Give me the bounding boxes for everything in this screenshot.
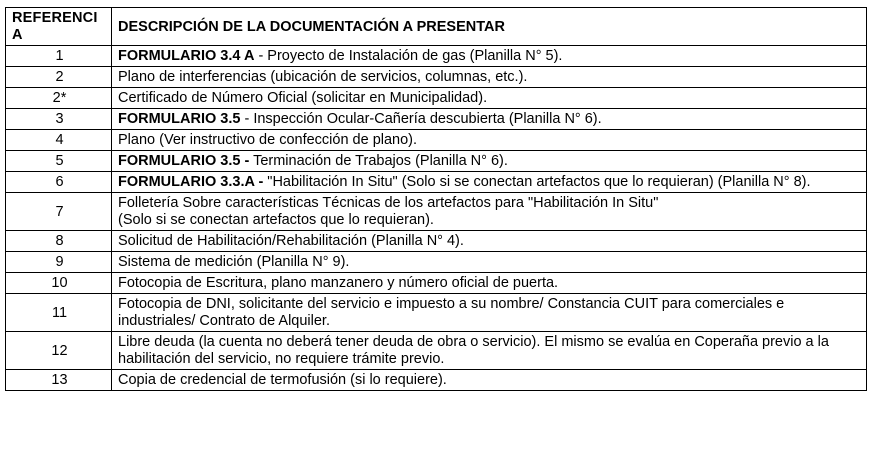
table-row [6, 109, 867, 130]
description-cell [112, 151, 867, 172]
table-row [6, 172, 867, 193]
ref-cell: 12 [6, 332, 112, 370]
description-text: Fotocopia de DNI, solicitante del servicio e impuesto a su nombre/ Constancia CUIT para comerciales e industriales/ Contrato de Alquiler. [118, 296, 785, 329]
ref-cell: 4 [6, 130, 112, 151]
description-text: Copia de credencial de termofusión (si lo requiere). [118, 372, 447, 388]
description-cell [112, 252, 867, 273]
form-name: FORMULARIO 3.4 A [118, 48, 255, 64]
ref-cell: 10 [6, 273, 112, 294]
form-name: FORMULARIO 3.3.A - [118, 174, 264, 190]
description-cell [112, 130, 867, 151]
description-cell [112, 231, 867, 252]
description-text: Plano (Ver instructivo de confección de plano). [118, 132, 418, 148]
table-row [6, 252, 867, 273]
description-text: Solicitud de Habilitación/Rehabilitación (Planilla N° 4). [118, 233, 464, 249]
column-header-referencia: REFERENCIA [6, 8, 112, 46]
form-name: FORMULARIO 3.5 - [118, 153, 250, 169]
table-row [6, 193, 867, 231]
description-text: Plano de interferencias (ubicación de servicios, columnas, etc.). [118, 69, 528, 85]
table-row [6, 151, 867, 172]
table-row [6, 273, 867, 294]
ref-cell: 7 [6, 193, 112, 231]
column-header-descripcion: DESCRIPCIÓN DE LA DOCUMENTACIÓN A PRESENTAR [112, 8, 867, 46]
description-text: - Inspección Ocular-Cañería descubierta (Planilla N° 6). [240, 111, 602, 127]
ref-cell: 5 [6, 151, 112, 172]
table-row [6, 370, 867, 391]
description-cell [112, 172, 867, 193]
ref-cell: 13 [6, 370, 112, 391]
description-cell [112, 67, 867, 88]
ref-cell: 8 [6, 231, 112, 252]
ref-cell: 3 [6, 109, 112, 130]
description-text: Libre deuda (la cuenta no deberá tener deuda de obra o servicio). El mismo se evalúa en Coperaña previo a la habilitación del servicio, no requiere trámite previo. [118, 334, 829, 367]
description-cell [112, 273, 867, 294]
ref-cell: 11 [6, 294, 112, 332]
description-text-line-2: (Solo si se conectan artefactos que lo requieran). [118, 212, 434, 228]
table-row [6, 332, 867, 370]
table-row [6, 130, 867, 151]
documentation-table [5, 7, 867, 391]
ref-cell: 2* [6, 88, 112, 109]
ref-cell: 6 [6, 172, 112, 193]
description-cell [112, 46, 867, 67]
table-row [6, 88, 867, 109]
description-text: Fotocopia de Escritura, plano manzanero y número oficial de puerta. [118, 275, 559, 291]
description-text: - Proyecto de Instalación de gas (Planilla N° 5). [254, 48, 563, 64]
table-row [6, 67, 867, 88]
table-row [6, 46, 867, 67]
description-cell [112, 88, 867, 109]
ref-cell: 2 [6, 67, 112, 88]
form-name: FORMULARIO 3.5 [118, 111, 241, 127]
ref-cell: 1 [6, 46, 112, 67]
table-row [6, 231, 867, 252]
description-text: "Habilitación In Situ" (Solo si se conectan artefactos que lo requieran) (Planilla N° 8). [263, 174, 811, 190]
ref-cell: 9 [6, 252, 112, 273]
description-cell [112, 109, 867, 130]
description-text: Certificado de Número Oficial (solicitar en Municipalidad). [118, 90, 488, 106]
description-cell [112, 332, 867, 370]
description-text: Folletería Sobre características Técnicas de los artefactos para "Habilitación In Situ" [118, 195, 659, 211]
description-cell [112, 193, 867, 231]
table-row [6, 294, 867, 332]
table-header-row [6, 8, 867, 46]
description-cell [112, 294, 867, 332]
description-text: Terminación de Trabajos (Planilla N° 6). [249, 153, 508, 169]
description-text: Sistema de medición (Planilla N° 9). [118, 254, 350, 270]
description-cell [112, 370, 867, 391]
